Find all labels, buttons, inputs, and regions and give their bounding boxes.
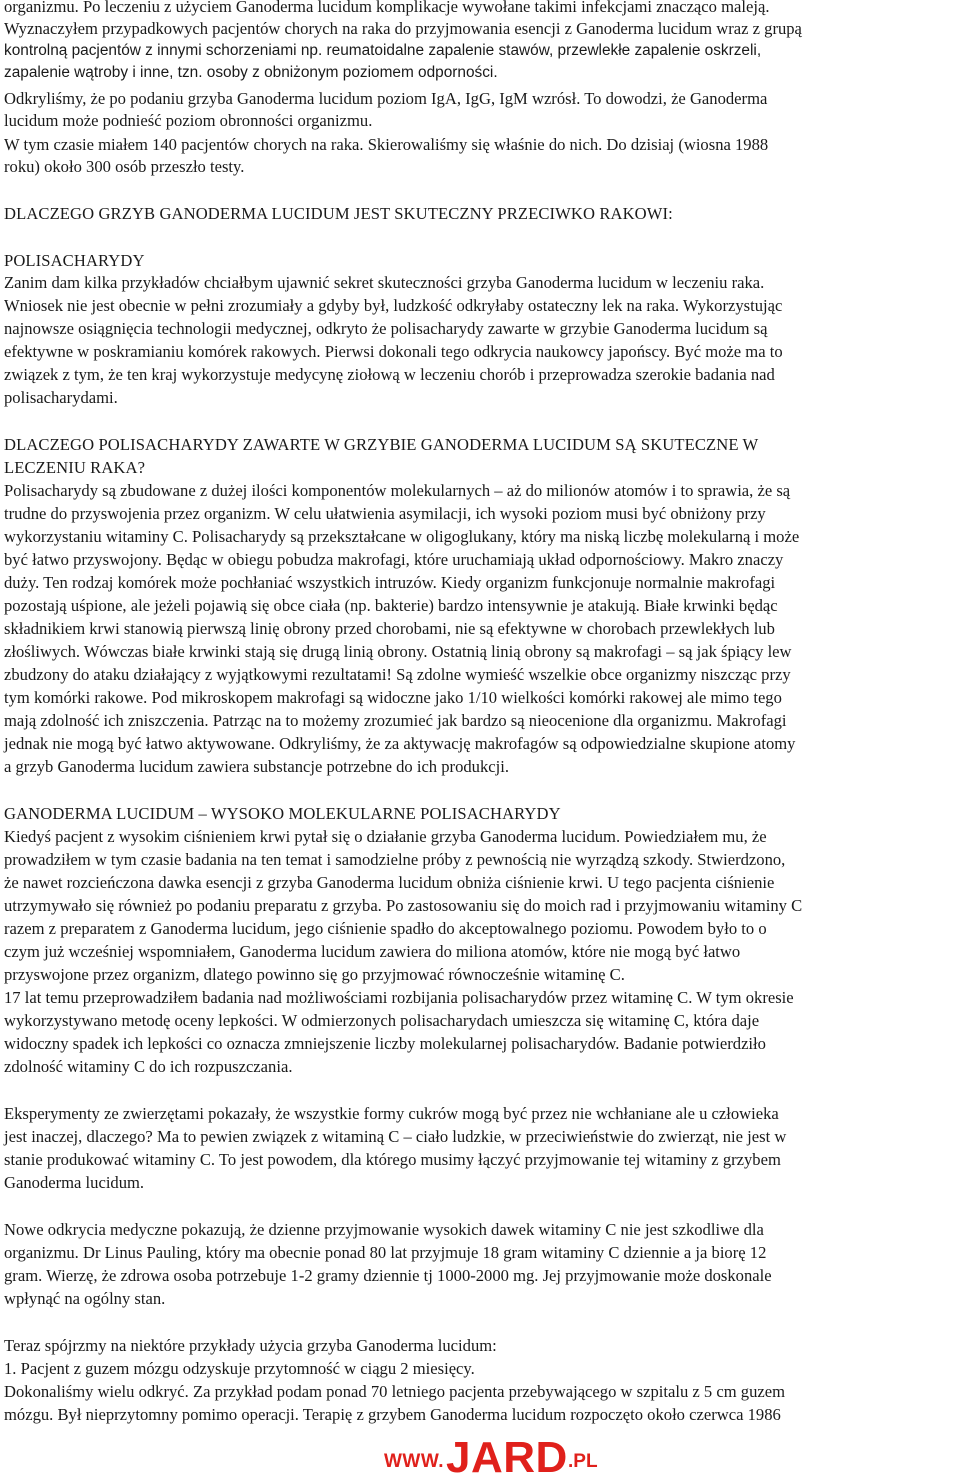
text-line: organizmu. Po leczeniu z użyciem Ganoderma lucidum komplikacje wywołane takimi infekcjami znacząco maleją. (4, 0, 770, 16)
text-line: Kiedyś pacjent z wysokim ciśnieniem krwi pytał się o działanie grzyba Ganoderma lucidum. Powiedziałem mu, że (4, 827, 767, 846)
text-line: organizmu. Dr Linus Pauling, który ma obecnie ponad 80 lat przyjmuje 18 gram witaminy C dziennie a ja biorę 12 (4, 1243, 767, 1262)
text-line: Dokonaliśmy wielu odkryć. Za przykład podam ponad 70 letniego pacjenta przebywającego w szpitalu z 5 cm guzem (4, 1382, 786, 1401)
text-line: polisacharydami. (4, 388, 118, 407)
text-line: roku) około 300 osób przeszło testy. (4, 157, 245, 176)
text-line: Nowe odkrycia medyczne pokazują, że dzienne przyjmowanie wysokich dawek witaminy C nie jest szkodliwe dla (4, 1220, 764, 1239)
text-line: składnikiem krwi stanowią pierwszą linię obrony przed chorobami, nie są efektywne w chorobach przewlekłych lub (4, 619, 775, 638)
text-line: efektywne w poskramianiu komórek rakowych. Pierwsi dokonali tego odkrycia naukowcy japońscy. Być może ma to (4, 342, 783, 361)
text-line: tym komórki rakowe. Pod mikroskopem makrofagi są widoczne jako 1/10 wielkości komórki rakowej ale mimo tego (4, 688, 782, 707)
logo-brand: JARD (446, 1433, 568, 1482)
text-line: pozostają uśpione, ale jeżeli pojawią się obce ciała (np. bakterie) bardzo intensywnie je atakują. Białe krwinki będąc (4, 596, 778, 615)
logo-suffix: .PL (568, 1451, 598, 1472)
section-heading-line: DLACZEGO GRZYB GANODERMA LUCIDUM JEST SKUTECZNY PRZECIWKO RAKOWI: (4, 204, 673, 223)
text-line: zbudzony do ataku działający z wyjątkowymi rezultatami! Są zdolne wymieść wszelkie obce organizmy niszcząc przy (4, 665, 791, 684)
text-line: jednak nie mogą być łatwo aktywowane. Odkryliśmy, że za aktywację makrofagów są odpowiedzialne skupione atomy (4, 734, 796, 753)
text-line: Teraz spójrzmy na niektóre przykłady użycia grzyba Ganoderma lucidum: (4, 1336, 497, 1355)
text-line: Polisacharydy są zbudowane z dużej ilości komponentów molekularnych – aż do milionów atomów i to sprawia, że są (4, 481, 791, 500)
text-line: 1. Pacjent z guzem mózgu odzyskuje przytomność w ciągu 2 miesięcy. (4, 1359, 475, 1378)
section-heading-line: GANODERMA LUCIDUM – WYSOKO MOLEKULARNE POLISACHARYDY (4, 804, 561, 823)
text-line: razem z preparatem z Ganoderma lucidum, jego ciśnienie spadło do akceptowalnego poziomu. Powodem było to o (4, 919, 767, 938)
text-line: Eksperymenty ze zwierzętami pokazały, że wszystkie formy cukrów mogą być przez nie wchłaniane ale u człowieka (4, 1104, 779, 1123)
jard-logo[interactable] (384, 1433, 614, 1482)
text-line: prowadziłem w tym czasie badania na ten temat i samodzielne próby z pewnością nie wyrządzą szkody. Stwierdzono, (4, 850, 786, 869)
text-line: przyswojone przez organizm, dlatego powinno się go przyjmować równocześnie witaminę C. (4, 965, 625, 984)
text-line: Ganoderma lucidum. (4, 1173, 145, 1192)
text-line: W tym czasie miałem 140 pacjentów chorych na raka. Skierowaliśmy się właśnie do nich. Do dzisiaj (wiosna 1988 (4, 135, 769, 154)
text-line: mózgu. Był nieprzytomny pomimo operacji. Terapię z grzybem Ganoderma lucidum rozpoczęto około czerwca 1986 (4, 1405, 781, 1424)
section-heading-line: LECZENIU RAKA? (4, 458, 146, 477)
text-line: wykorzystaniu witaminy C. Polisacharydy są przekształcane w oligoglukany, który ma niską liczbę molekularną i może (4, 527, 800, 546)
section-heading-line: DLACZEGO POLISACHARYDY ZAWARTE W GRZYBIE GANODERMA LUCIDUM SĄ SKUTECZNE W (4, 435, 759, 454)
text-line: utrzymywało się również po podaniu preparatu z grzyba. Po zastosowaniu się do moich rad i przyjmowaniu witaminy C (4, 896, 803, 915)
text-line: a grzyb Ganoderma lucidum zawiera substancje potrzebne do ich produkcji. (4, 757, 509, 776)
text-line: wykorzystywano metodę oceny lepkości. W odmierzonych polisacharydach umieszcza się witaminę C, która daje (4, 1011, 760, 1030)
text-line: czym już wcześniej wspomniałem, Ganoderma lucidum zawiera do miliona atomów, które nie mogą być łatwo (4, 942, 741, 961)
text-line: Zanim dam kilka przykładów chciałbym ujawnić sekret skuteczności grzyba Ganoderma lucidum w leczeniu raka. (4, 273, 765, 292)
text-line: 17 lat temu przeprowadziłem badania nad możliwościami rozbijania polisacharydów przez witaminę C. W tym okresie (4, 988, 794, 1007)
text-line: duży. Ten rodzaj komórek może pochłaniać wszystkich intruzów. Kiedy organizm funkcjonuje normalnie makrofagi (4, 573, 776, 592)
text-line: mają zdolność ich zniszczenia. Patrząc na to możemy zrozumieć jak bardzo są nieocenione dla organizmu. Makrofagi (4, 711, 787, 730)
text-line: związek z tym, że ten kraj wykorzystuje medycynę ziołową w leczeniu chorób i przeprowadza szerokie badania nad (4, 365, 775, 384)
text-line: złośliwych. Wówczas białe krwinki stają się drugą linią obrony. Ostatnią linią obrony są makrofagi – są jak śpiący lew (4, 642, 792, 661)
text-line: być łatwo przyswojony. Będąc w obiegu pobudza makrofagi, które uruchamiają układ odpornościowy. Makro znaczy (4, 550, 784, 569)
text-line: gram. Wierzę, że zdrowa osoba potrzebuje 1-2 gramy dziennie tj 1000-2000 mg. Jej przyjmowanie może doskonale (4, 1266, 772, 1285)
text-line: wpłynąć na ogólny stan. (4, 1289, 166, 1308)
text-line: lucidum może podnieść poziom obronności organizmu. (4, 111, 373, 130)
text-line: najnowsze osiągnięcia technologii medycznej, odkryto że polisacharydy zawarte w grzybie Ganoderma lucidum są (4, 319, 768, 338)
logo-prefix: WWW. (384, 1451, 445, 1472)
text-line: Wniosek nie jest obecnie w pełni zrozumiały a gdyby był, ludzkość odkryłaby ostateczny lek na raka. Wykorzystując (4, 296, 783, 315)
text-line: Wyznaczyłem przypadkowych pacjentów chorych na raka do przyjmowania esencji z Ganoderma lucidum wraz z grupą (4, 19, 802, 38)
text-line: stanie produkować witaminy C. To jest powodem, dla którego musimy łączyć przyjmowanie tej witaminy z grzybem (4, 1150, 781, 1169)
text-line: trudne do przyswojenia przez organizm. W celu ułatwienia asymilacji, ich wysoki poziom musi być obniżony przy (4, 504, 766, 523)
text-line: zdolność witaminy C do ich rozpuszczania. (4, 1057, 293, 1076)
text-line: kontrolną pacjentów z innymi schorzeniami np. reumatoidalne zapalenie stawów, przewlekłe zapalenie oskrzeli, (4, 42, 762, 59)
text-line: Odkryliśmy, że po podaniu grzyba Ganoderma lucidum poziom IgA, IgG, IgM wzrósł. To dowodzi, że Ganoderma (4, 89, 768, 108)
text-line: zapalenie wątroby i inne, tzn. osoby z obniżonym poziomem odporności. (4, 64, 498, 81)
text-line: widoczny spadek ich lepkości co oznacza zmniejszenie liczby molekularnej polisacharydów. Badanie potwierdziło (4, 1034, 766, 1053)
text-line: że nawet rozcieńczona dawka esencji z grzyba Ganoderma lucidum obniża ciśnienie krwi. U tego pacjenta ciśnienie (4, 873, 775, 892)
text-line: jest inaczej, dlaczego? Ma to pewien związek z witaminą C – ciało ludzkie, w przeciwieństwie do zwierząt, nie jest w (4, 1127, 787, 1146)
section-heading-line: POLISACHARYDY (4, 251, 145, 270)
